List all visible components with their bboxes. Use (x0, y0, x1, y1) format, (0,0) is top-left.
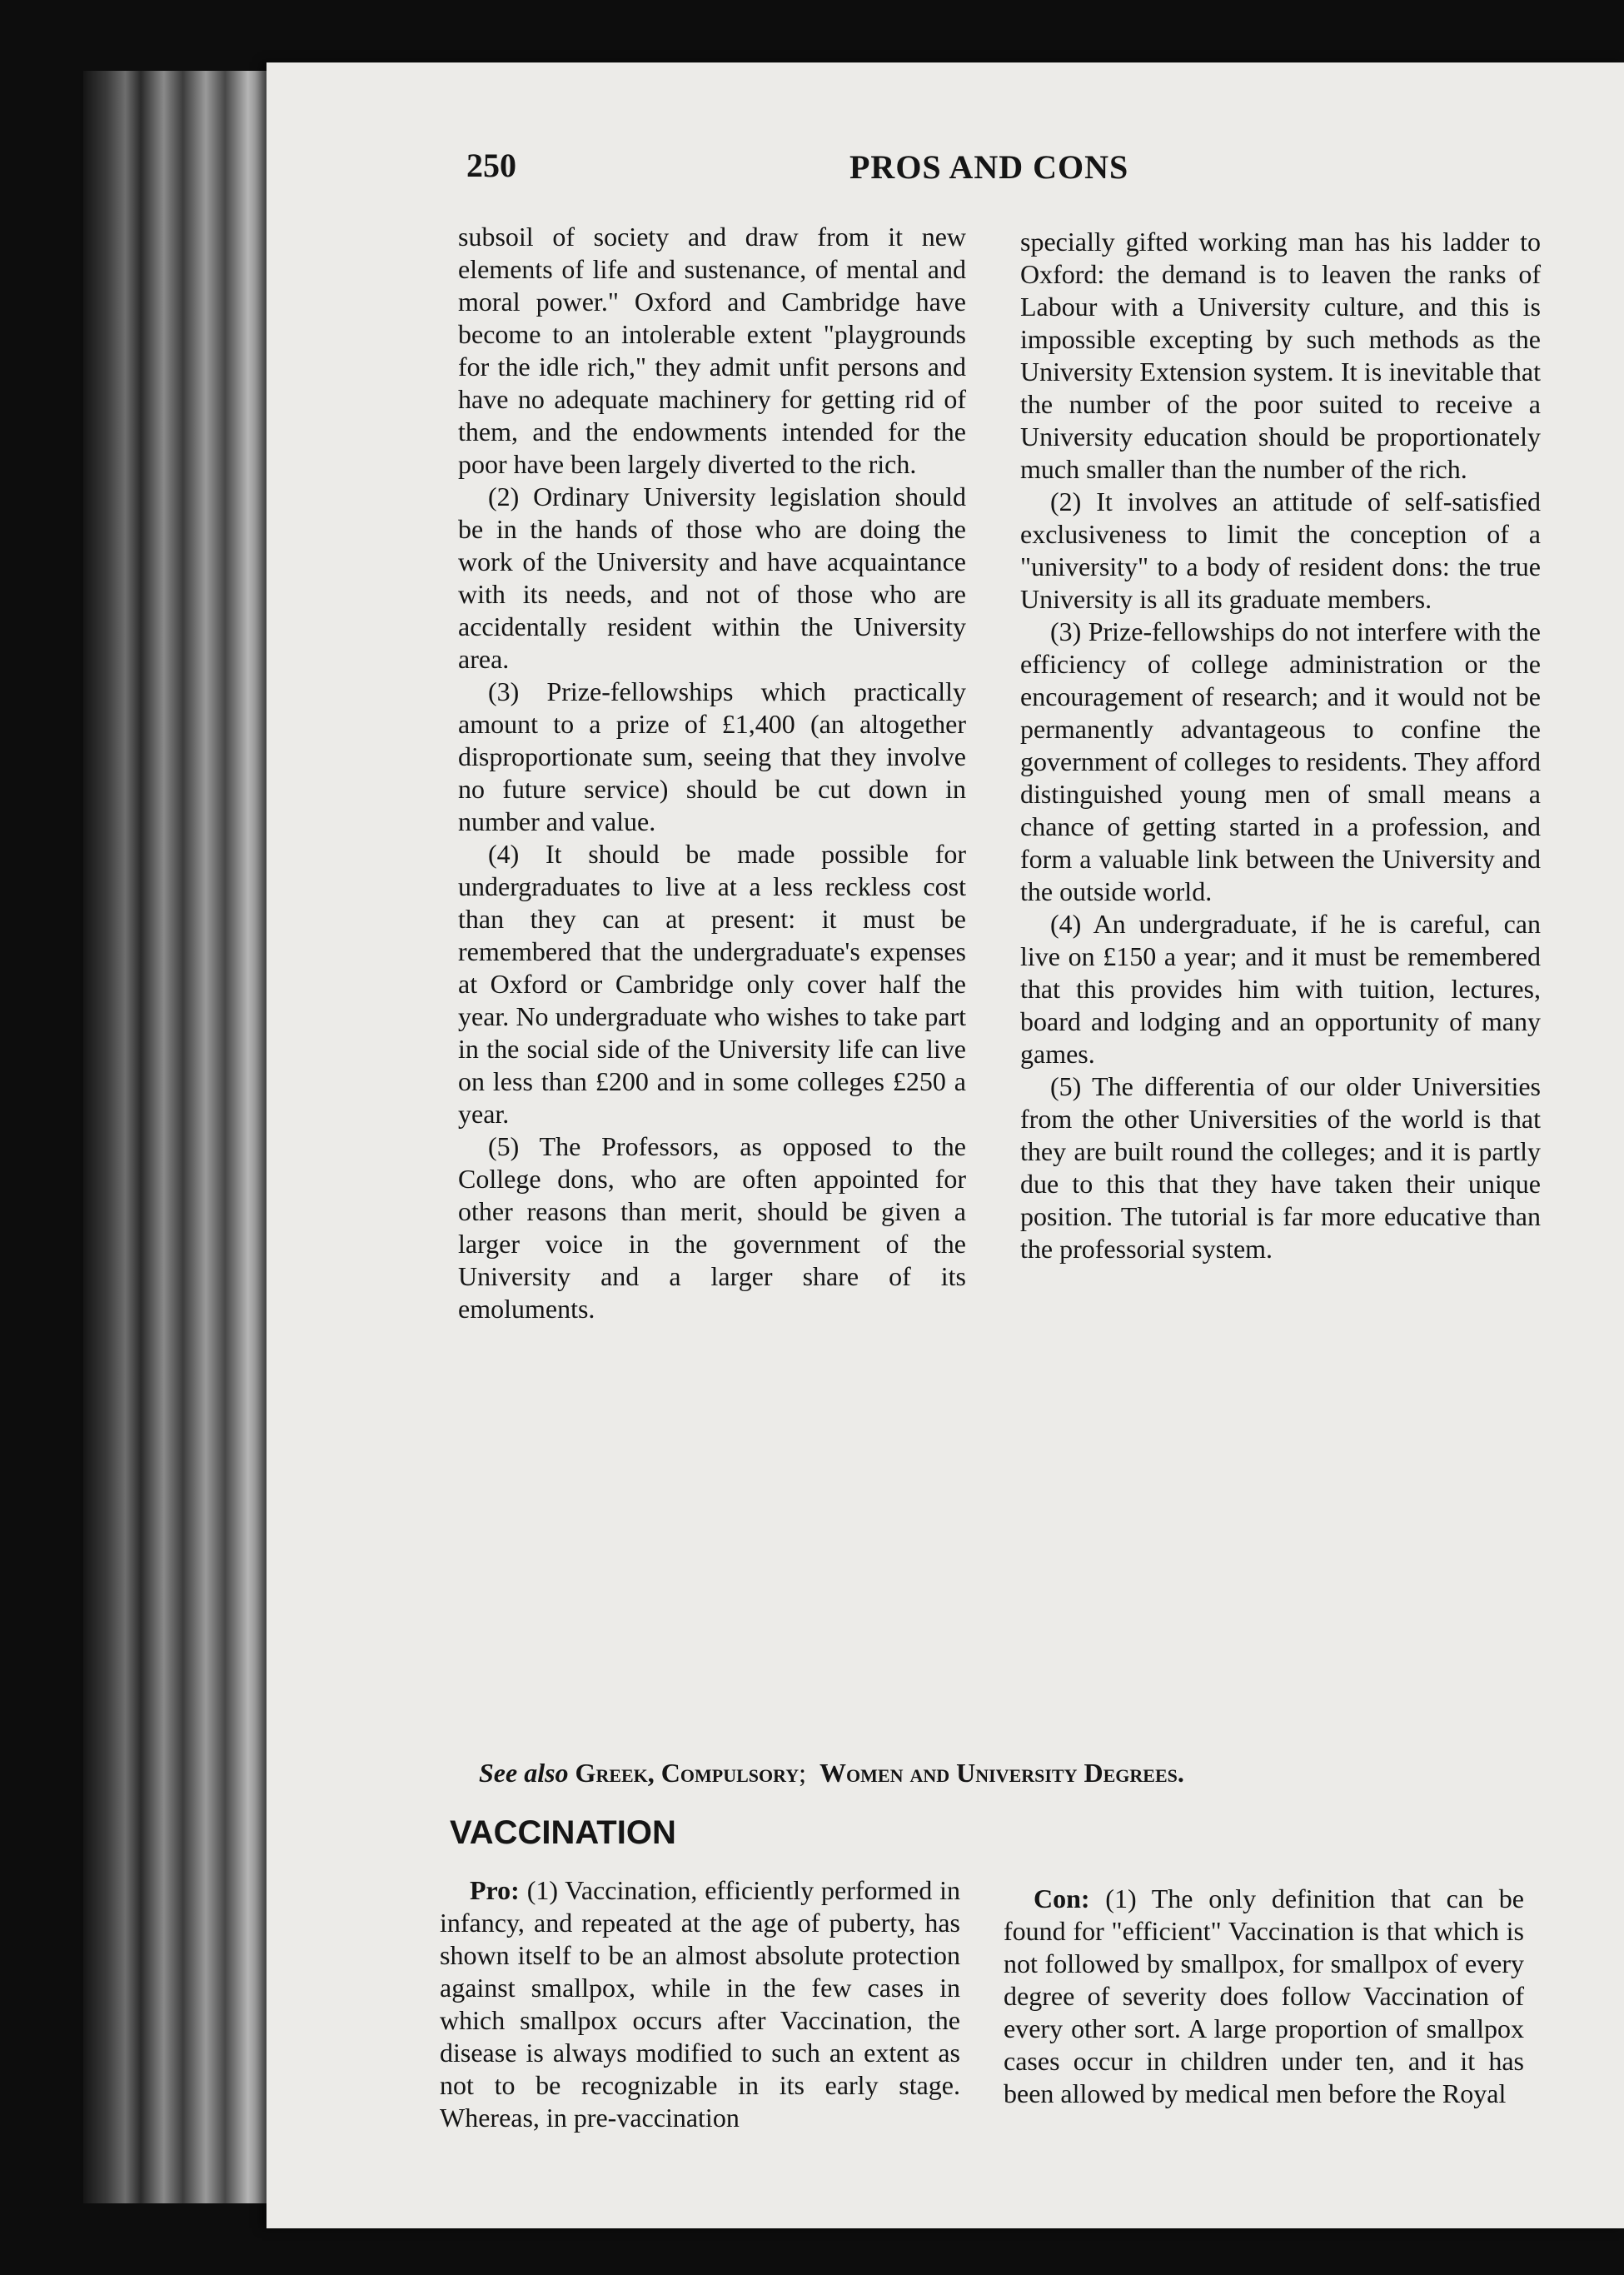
left-paragraph-1: subsoil of society and draw from it new elements of life and sustenance, of mental and moral power." Oxford and Cambridge have become to an intolerable extent "playgrounds for the idle rich," they admit unfit persons and have no adequate machinery for getting rid of them, and the endowments intended for the poor have been largely diverted to the rich. (458, 222, 966, 479)
pro-column (440, 1874, 960, 2134)
right-paragraph-3: (3) Prize-fellowships do not interfere with the efficiency of college administration or the encouragement of research; and it would not be permanently advantageous to confine the government of colleges to residents. They afford distinguished young men of small means a chance of getting started in a profession, and form a valuable link between the University and the outside world. (1020, 616, 1541, 906)
right-paragraph-4: (4) An undergraduate, if he is careful, can live on £150 a year; and it must be remembered that this provides him with tuition, lectures, board and lodging and an opportunity of many games. (1020, 909, 1541, 1069)
page-header (267, 146, 1624, 196)
section-title: VACCINATION (450, 1814, 676, 1851)
see-also-separator: ; (799, 1758, 807, 1788)
pro-text: (1) Vaccination, efficiently performed in infancy, and repeated at the age of puberty, has shown itself to be an almost absolute protection against smallpox, while in the few cases in which smallpox occurs after Vaccination, the disease is always modified to such an extent as not to be recognizable in its early stage. Whereas, in pre-vaccination (440, 1875, 961, 2133)
left-paragraph-5: (5) The Professors, as opposed to the College dons, who are often appointed for other reasons than merit, should be given a larger voice in the government of the University and a larger share of its emoluments. (458, 1131, 966, 1324)
pro-paragraph (440, 1874, 960, 2134)
see-also-lead: See also (479, 1758, 569, 1788)
left-paragraph-2: (2) Ordinary University legislation should be in the hands of those who are doing the work of the University and have acquaintance with its needs, and not of those who are accidentally resident within the University area. (458, 481, 966, 674)
left-paragraph-4: (4) It should be made possible for undergraduates to live at a less reckless cost than they can at present: it must be remembered that the undergraduate's expenses at Oxford or Cambridge only cover half the year. No undergraduate who wishes to take part in the social side of the University life can live on less than £200 and in some colleges £250 a year. (458, 839, 966, 1129)
see-also-ref-greek: Greek, Compulsory (575, 1758, 800, 1788)
left-paragraph-3: (3) Prize-fellowships which practically amount to a prize of £1,400 (an altogether disproportionate sum, seeing that they involve no future service) should be cut down in number and value. (458, 676, 966, 836)
pro-label: Pro: (470, 1875, 520, 1905)
see-also-ref-women: Women and University Degrees. (819, 1758, 1184, 1788)
book-binding (83, 71, 275, 2203)
con-column (1004, 1883, 1524, 2110)
right-paragraph-1: specially gifted working man has his ladder to Oxford: the demand is to leaven the ranks of Labour with a University culture, and this is impossible excepting by such methods as the University Extension system. It is inevitable that the number of the poor suited to receive a University education should be proportionately much smaller than the number of the rich. (1020, 227, 1541, 484)
con-text: (1) The only definition that can be found for "efficient" Vaccination is that which is not followed by smallpox, for smallpox of every degree of severity does follow Vaccination of every other sort. A large proportion of smallpox cases occur in children under ten, and it has been allowed by medical men before the Royal (1004, 1883, 1525, 2108)
right-paragraph-2: (2) It involves an attitude of self-satisfied exclusiveness to limit the conception of a "university" to a body of resident dons: the true University is all its graduate members. (1020, 486, 1541, 614)
running-head: PROS AND CONS (849, 148, 1129, 186)
con-paragraph (1004, 1883, 1524, 2110)
book-page (267, 62, 1624, 2228)
see-also-line (479, 1758, 1537, 1789)
page-number: 250 (466, 147, 516, 184)
left-column (458, 221, 966, 1325)
right-column (1020, 226, 1541, 1265)
right-paragraph-5: (5) The differentia of our older Universities from the other Universities of the world is that they are built round the colleges; and it is partly due to this that they have taken their unique position. The tutorial is far more educative than the professorial system. (1020, 1071, 1541, 1264)
con-label: Con: (1034, 1883, 1090, 1913)
